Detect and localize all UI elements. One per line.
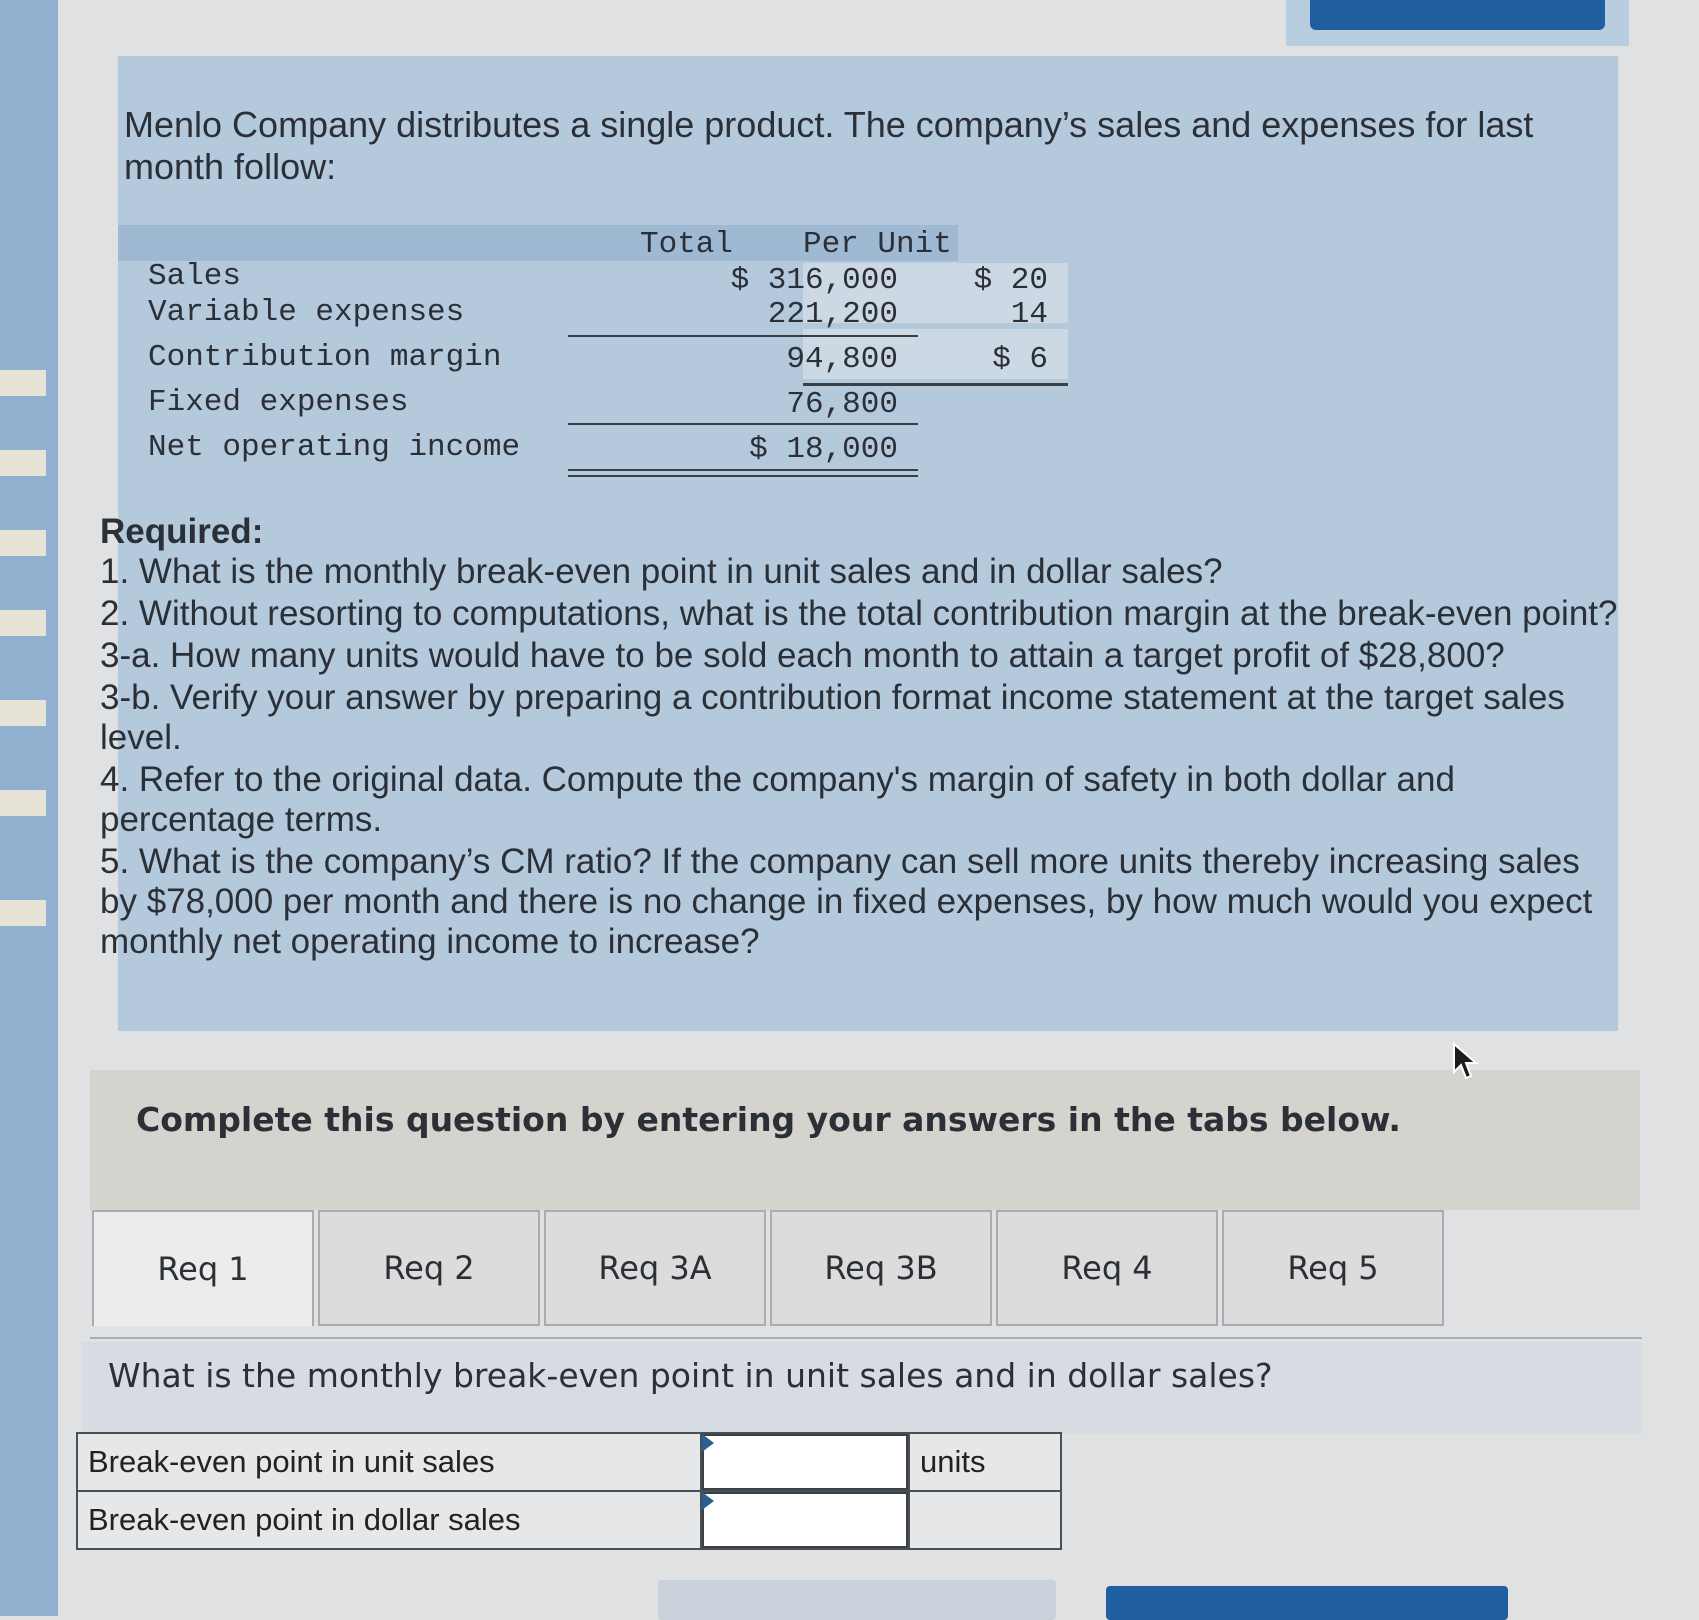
row-per-unit-sales: $ 20 <box>973 263 1048 298</box>
requirement-tabs <box>92 1210 1652 1338</box>
tabs-divider <box>90 1337 1642 1339</box>
tab-req-5[interactable]: Req 5 <box>1222 1210 1444 1326</box>
instructions-band <box>90 1070 1640 1210</box>
answer-label-unit-sales: Break-even point in unit sales <box>77 1433 701 1491</box>
answer-label-dollar-sales: Break-even point in dollar sales <box>77 1491 701 1549</box>
side-tab[interactable] <box>0 370 46 396</box>
row-per-unit-contribution-margin: $ 6 <box>992 342 1048 377</box>
input-marker-icon <box>702 1434 714 1452</box>
required-item: 3-b. Verify your answer by preparing a contribution format income statement at the target sales level. <box>100 678 1565 757</box>
break-even-units-input[interactable] <box>702 1434 908 1490</box>
per-unit-double-rule <box>803 383 1068 386</box>
answer-row <box>77 1491 1061 1549</box>
required-item: 5. What is the company’s CM ratio? If the company can sell more units thereby increasing sales by $78,000 per month and there is no change in fixed expenses, by how much would you expect monthly net operating income to increase? <box>100 842 1593 961</box>
row-total-net-operating-income: $ 18,000 <box>749 432 898 467</box>
row-total-variable-expenses: 221,200 <box>767 297 898 332</box>
column-header-per-unit: Per Unit <box>803 227 952 262</box>
side-tab[interactable] <box>0 530 46 556</box>
row-label-variable-expenses: Variable expenses <box>148 295 465 330</box>
side-tab[interactable] <box>0 450 46 476</box>
answer-row <box>77 1433 1061 1491</box>
tab-req-4[interactable]: Req 4 <box>996 1210 1218 1326</box>
problem-intro: Menlo Company distributes a single product. The company’s sales and expenses for last month follow: <box>124 104 1534 187</box>
answer-table <box>76 1432 1062 1550</box>
answer-unit <box>909 1491 1061 1549</box>
prev-button[interactable] <box>658 1580 1056 1620</box>
side-tab[interactable] <box>0 790 46 816</box>
check-my-work-button[interactable] <box>1310 0 1605 30</box>
income-statement <box>118 225 1048 485</box>
tab-req-3a[interactable]: Req 3A <box>544 1210 766 1326</box>
row-label-fixed-expenses: Fixed expenses <box>148 385 409 420</box>
side-tab[interactable] <box>0 610 46 636</box>
row-label-sales: Sales <box>148 259 242 294</box>
input-marker-icon <box>702 1492 714 1510</box>
column-header-total: Total <box>640 227 734 262</box>
required-item: 2. Without resorting to computations, what is the total contribution margin at the break-even point? <box>100 594 1618 633</box>
left-side-panel <box>0 0 58 1616</box>
tab-req-2[interactable]: Req 2 <box>318 1210 540 1326</box>
side-tab[interactable] <box>0 700 46 726</box>
current-question: What is the monthly break-even point in unit sales and in dollar sales? <box>108 1356 1273 1395</box>
row-label-net-operating-income: Net operating income <box>148 430 521 465</box>
required-item: 4. Refer to the original data. Compute the company's margin of safety in both dollar and percentage terms. <box>100 760 1455 839</box>
total-double-rule <box>568 475 918 477</box>
answer-cell <box>701 1491 909 1549</box>
subtotal-rule <box>568 335 918 337</box>
tab-req-1[interactable]: Req 1 <box>92 1210 314 1326</box>
subtotal-rule <box>568 423 918 425</box>
instructions-text: Complete this question by entering your answers in the tabs below. <box>136 1100 1401 1139</box>
required-title: Required: <box>100 512 264 551</box>
required-section <box>100 512 1620 964</box>
required-list <box>100 552 1620 962</box>
tab-req-3b[interactable]: Req 3B <box>770 1210 992 1326</box>
required-item: 3-a. How many units would have to be sold each month to attain a target profit of $28,800? <box>100 636 1505 675</box>
side-tab[interactable] <box>0 900 46 926</box>
row-per-unit-variable-expenses: 14 <box>1010 297 1048 332</box>
mouse-cursor-icon <box>1452 1042 1482 1082</box>
answer-unit: units <box>909 1433 1061 1491</box>
row-label-contribution-margin: Contribution margin <box>148 340 502 375</box>
row-total-sales: $ 316,000 <box>730 263 898 298</box>
answer-cell <box>701 1433 909 1491</box>
row-total-fixed-expenses: 76,800 <box>786 387 898 422</box>
total-double-rule <box>568 469 918 471</box>
next-button[interactable] <box>1106 1586 1508 1620</box>
row-total-contribution-margin: 94,800 <box>786 342 898 377</box>
required-item: 1. What is the monthly break-even point in unit sales and in dollar sales? <box>100 552 1223 591</box>
break-even-dollars-input[interactable] <box>702 1492 908 1548</box>
